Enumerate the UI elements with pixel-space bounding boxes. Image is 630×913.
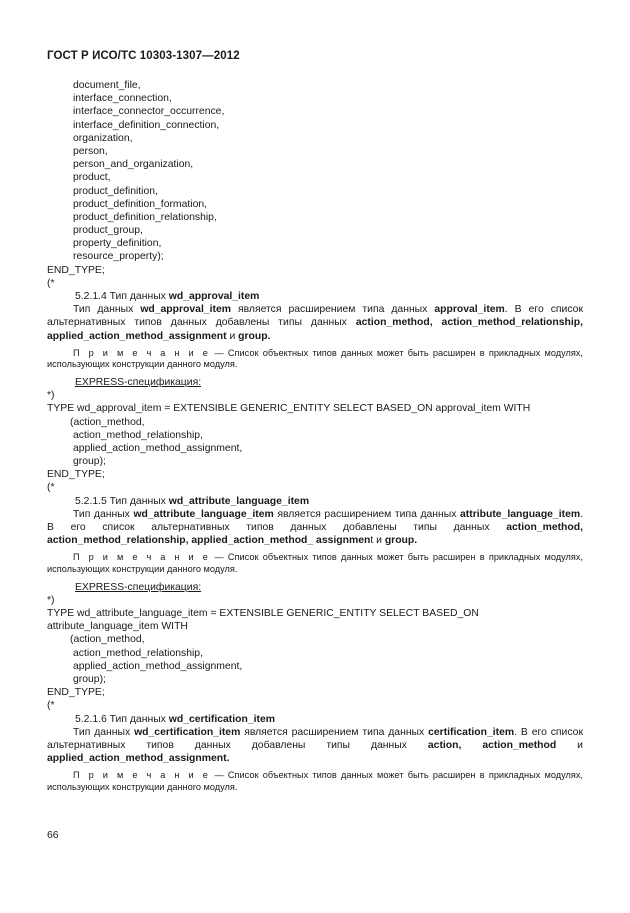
code-line: attribute_language_item WITH [47,621,188,633]
end-type: END_TYPE; [47,469,105,481]
end-type: END_TYPE; [47,687,105,699]
note: П р и м е ч а н и е — Список объектных типов данных может быть расширен в прикладных модулях, использующих конструкции данного модуля. [47,552,583,575]
section-heading-5-2-1-6: 5.2.1.6 Тип данных wd_certification_item [75,713,275,725]
code-line: interface_connector_occurrence, [73,106,225,118]
section-heading-5-2-1-4: 5.2.1.4 Тип данных wd_approval_item [75,291,260,302]
code-line: TYPE wd_attribute_language_item = EXTENSIBLE GENERIC_ENTITY SELECT BASED_ON [47,608,479,620]
page-content [47,79,583,799]
code-line: product, [73,172,111,184]
code-line: group); [73,456,106,468]
note: П р и м е ч а н и е — Список объектных типов данных может быть расширен в прикладных модулях, использующих конструкции данного модуля. [47,347,583,370]
code-line: person, [73,145,108,157]
code-line: action_method_relationship, [73,647,203,659]
paragraph: Тип данных wd_certification_item является расширением типа данных certification_item. В его список альтернативных типов данных добавлены типы данных action, action_method и applied_action_method_assignment. [47,726,584,765]
code-line: organization, [73,132,133,144]
code-line: TYPE wd_approval_item = EXTENSIBLE GENERIC_ENTITY SELECT BASED_ON approval_item WITH [47,403,531,415]
paragraph: Тип данных wd_attribute_language_item является расширением типа данных attribute_language_item. В его список альтернативных типов данных добавлены типы данных action_method, action_method_relationship, applied_action_method_ assignment и group. [47,508,583,547]
page-header: ГОСТ Р ИСО/ТС 10303-1307—2012 [47,50,240,62]
express-label: EXPRESS-спецификация: [75,376,202,388]
section-heading-5-2-1-5: 5.2.1.5 Тип данных wd_attribute_language_item [75,495,310,507]
code-line: interface_definition_connection, [73,119,220,131]
express-label: EXPRESS-спецификация: [75,581,202,593]
code-line: resource_property); [73,251,164,263]
code-line: action_method_relationship, [73,429,203,441]
comment-open: (* [47,277,55,289]
comment-open: (* [47,482,55,494]
comment-open: (* [47,700,55,712]
code-line: product_definition, [73,185,158,197]
code-line: (action_method, [70,634,145,646]
code-line: interface_connection, [73,93,172,105]
code-line: person_and_organization, [73,159,194,171]
note: П р и м е ч а н и е — Список объектных типов данных может быть расширен в прикладных модулях, использующих конструкции данного модуля. [47,770,583,792]
code-line: property_definition, [73,238,162,250]
comment-close: *) [47,390,55,402]
code-line: product_group, [73,225,143,237]
code-line: (action_method, [70,416,145,428]
page-number: 66 [47,830,59,841]
end-type: END_TYPE; [47,264,105,276]
paragraph: Тип данных wd_approval_item является расширением типа данных approval_item. В его список альтернативных типов данных добавлены типы данных action_method, action_method_relationship, applied_action_method_assignment и group. [47,304,584,342]
code-line: document_file, [73,80,141,91]
comment-close: *) [47,594,55,606]
code-line: group); [73,673,106,685]
code-line: applied_action_method_assignment, [73,442,243,454]
code-line: product_definition_formation, [73,198,208,210]
code-line: applied_action_method_assignment, [73,660,243,672]
code-line: product_definition_relationship, [73,211,217,223]
